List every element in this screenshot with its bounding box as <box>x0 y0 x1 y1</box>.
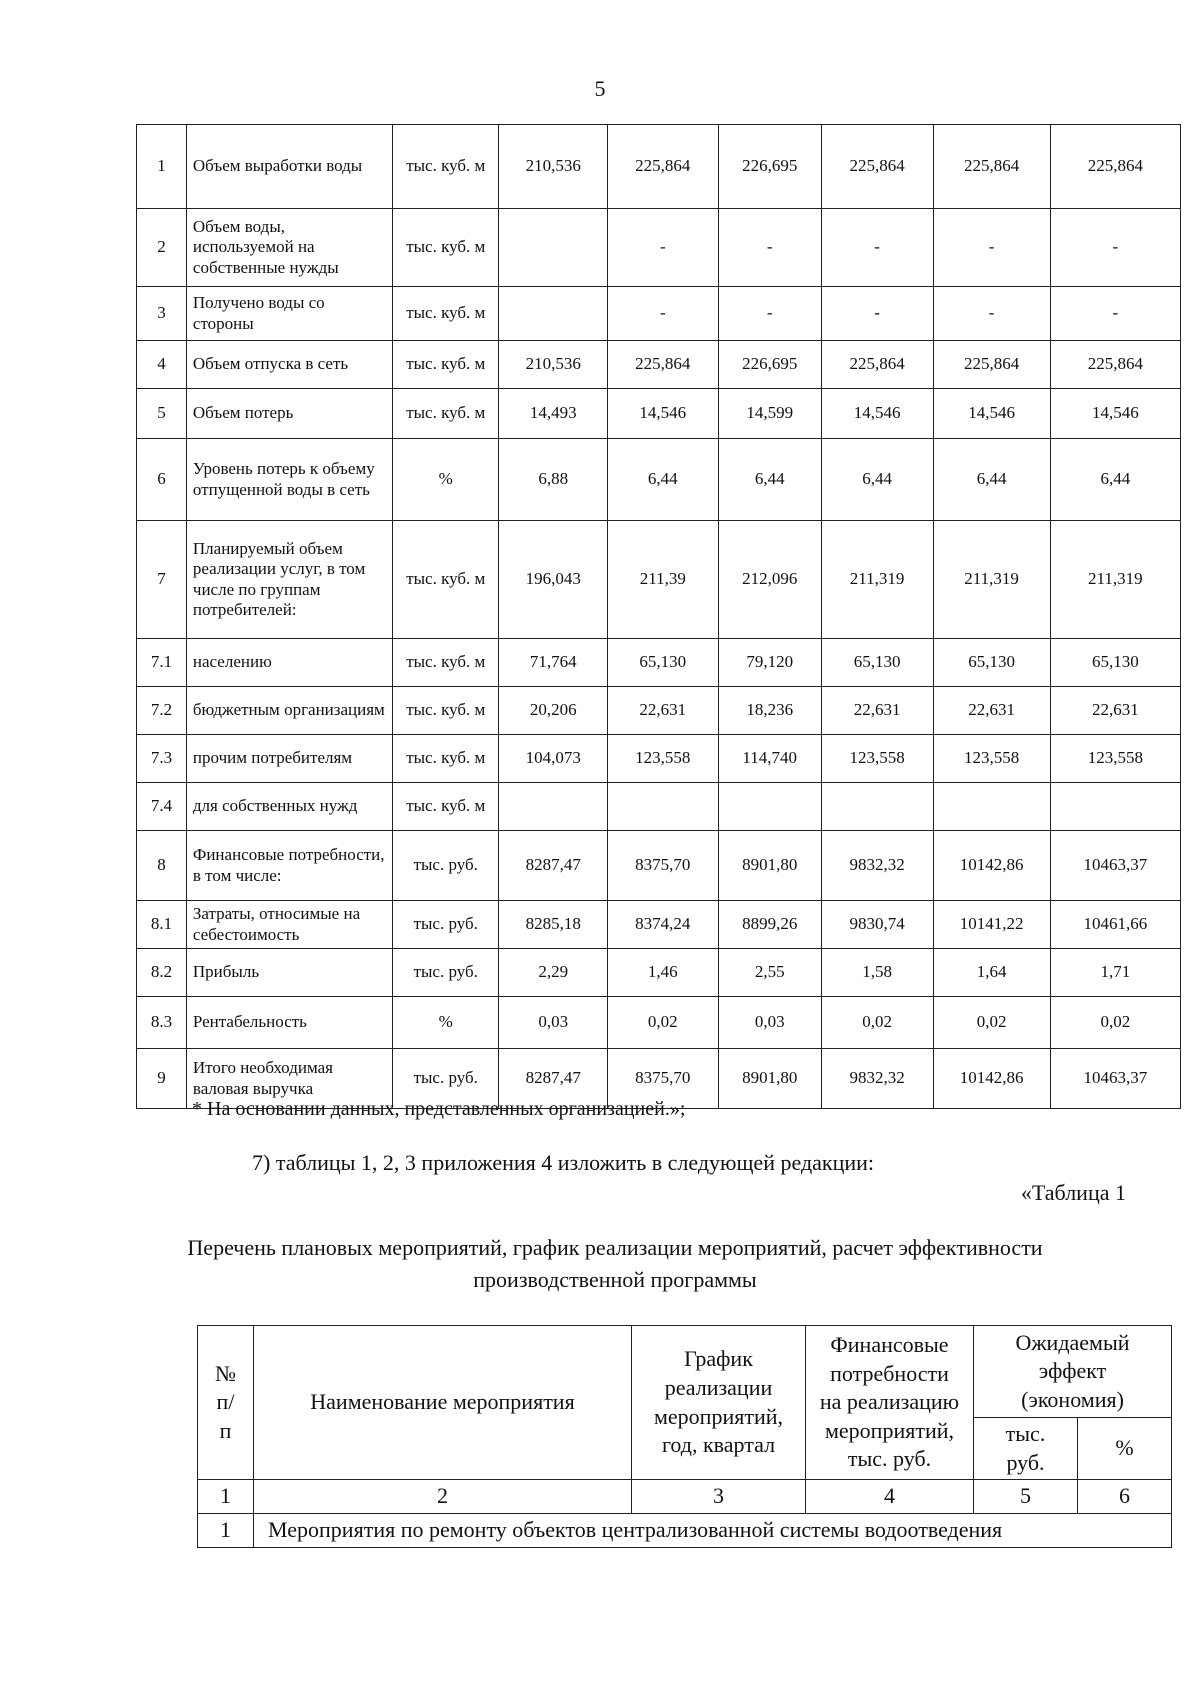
row-number: 5 <box>137 389 187 439</box>
row-value: 10141,22 <box>933 901 1050 949</box>
row-unit: тыс. куб. м <box>393 389 499 439</box>
row-unit: тыс. куб. м <box>393 341 499 389</box>
row-number: 1 <box>137 125 187 209</box>
row-value <box>499 209 608 287</box>
row-name: Объем воды, используемой на собственные нужды <box>186 209 392 287</box>
row-value: 9832,32 <box>821 1049 933 1109</box>
header-num: № п/ п <box>198 1326 254 1480</box>
row-value <box>1050 783 1180 831</box>
row-name: Объем отпуска в сеть <box>186 341 392 389</box>
row-number: 7.2 <box>137 687 187 735</box>
header-schedule: График реализации мероприятий, год, квартал <box>632 1326 806 1480</box>
row-value: 14,546 <box>1050 389 1180 439</box>
header-measure-name: Наименование мероприятия <box>254 1326 632 1480</box>
row-name: Прибыль <box>186 949 392 997</box>
row-value: 226,695 <box>718 341 821 389</box>
row-value: 225,864 <box>821 341 933 389</box>
row-value: 0,02 <box>933 997 1050 1049</box>
row-name: Финансовые потребности, в том числе: <box>186 831 392 901</box>
row-value: 104,073 <box>499 735 608 783</box>
row-value: 1,46 <box>607 949 718 997</box>
row-value: 114,740 <box>718 735 821 783</box>
row-number: 8.2 <box>137 949 187 997</box>
table-row <box>137 783 1181 831</box>
production-program-table-body <box>137 125 1181 1109</box>
row-value: - <box>607 209 718 287</box>
row-value: 6,44 <box>607 439 718 521</box>
row-value: 10463,37 <box>1050 1049 1180 1109</box>
row-unit: тыс. руб. <box>393 949 499 997</box>
row-value: 14,546 <box>933 389 1050 439</box>
row-number: 7.4 <box>137 783 187 831</box>
row-number: 2 <box>137 209 187 287</box>
row-value: 22,631 <box>607 687 718 735</box>
row-value: 225,864 <box>607 125 718 209</box>
row-unit: % <box>393 439 499 521</box>
row-value: 65,130 <box>1050 639 1180 687</box>
row-value: 6,44 <box>821 439 933 521</box>
row-value: 8374,24 <box>607 901 718 949</box>
row-value: 65,130 <box>933 639 1050 687</box>
row-unit: тыс. куб. м <box>393 639 499 687</box>
header-finance: Финансовые потребности на реализацию мероприятий, тыс. руб. <box>806 1326 974 1480</box>
row-value: 210,536 <box>499 341 608 389</box>
row-value: 71,764 <box>499 639 608 687</box>
row-value <box>607 783 718 831</box>
row-value: 18,236 <box>718 687 821 735</box>
row-number: 7.3 <box>137 735 187 783</box>
row-value <box>821 783 933 831</box>
row-value: - <box>821 287 933 341</box>
section-row-num: 1 <box>198 1514 254 1548</box>
col-number-3: 3 <box>632 1480 806 1514</box>
row-unit: тыс. руб. <box>393 901 499 949</box>
row-value: 226,695 <box>718 125 821 209</box>
row-value: 79,120 <box>718 639 821 687</box>
row-value: 10142,86 <box>933 1049 1050 1109</box>
row-value: 196,043 <box>499 521 608 639</box>
row-value: 8287,47 <box>499 1049 608 1109</box>
row-value: 211,39 <box>607 521 718 639</box>
row-value: 14,546 <box>821 389 933 439</box>
table-row <box>137 831 1181 901</box>
row-value: 6,44 <box>1050 439 1180 521</box>
table-row <box>137 125 1181 209</box>
row-value: 211,319 <box>933 521 1050 639</box>
row-value: 212,096 <box>718 521 821 639</box>
row-value: 65,130 <box>607 639 718 687</box>
row-value: 10463,37 <box>1050 831 1180 901</box>
col-number-4: 4 <box>806 1480 974 1514</box>
table-row <box>137 639 1181 687</box>
row-value: 8901,80 <box>718 831 821 901</box>
table-row <box>137 949 1181 997</box>
row-value: 211,319 <box>1050 521 1180 639</box>
row-value: 14,493 <box>499 389 608 439</box>
row-unit: тыс. куб. м <box>393 287 499 341</box>
row-number: 4 <box>137 341 187 389</box>
row-value: 14,546 <box>607 389 718 439</box>
row-value <box>499 783 608 831</box>
row-name: Объем потерь <box>186 389 392 439</box>
row-value: 225,864 <box>607 341 718 389</box>
row-value: 2,29 <box>499 949 608 997</box>
row-value: - <box>1050 287 1180 341</box>
row-value <box>499 287 608 341</box>
row-name: Затраты, относимые на себестоимость <box>186 901 392 949</box>
row-unit: тыс. куб. м <box>393 735 499 783</box>
row-value: 8375,70 <box>607 831 718 901</box>
row-number: 7.1 <box>137 639 187 687</box>
row-value: 8375,70 <box>607 1049 718 1109</box>
footnote: * На основании данных, представленных организацией.»; <box>192 1098 686 1120</box>
page-number: 5 <box>594 76 606 101</box>
col-number-5: 5 <box>974 1480 1078 1514</box>
row-unit: тыс. куб. м <box>393 521 499 639</box>
table-row <box>137 209 1181 287</box>
row-number: 8.1 <box>137 901 187 949</box>
row-value: 123,558 <box>821 735 933 783</box>
row-name: Объем выработки воды <box>186 125 392 209</box>
row-value: 225,864 <box>933 341 1050 389</box>
col-number-2: 2 <box>254 1480 632 1514</box>
row-value: 8285,18 <box>499 901 608 949</box>
row-value: 0,02 <box>821 997 933 1049</box>
instruction-text: 7) таблицы 1, 2, 3 приложения 4 изложить в следующей редакции: <box>252 1150 875 1175</box>
row-unit: тыс. куб. м <box>393 783 499 831</box>
row-unit: тыс. руб. <box>393 831 499 901</box>
row-value: 1,71 <box>1050 949 1180 997</box>
col-number-6: 6 <box>1078 1480 1172 1514</box>
row-value: 0,02 <box>1050 997 1180 1049</box>
table-row <box>137 997 1181 1049</box>
row-value: 14,599 <box>718 389 821 439</box>
row-value: 123,558 <box>1050 735 1180 783</box>
row-value: 9832,32 <box>821 831 933 901</box>
row-value: 9830,74 <box>821 901 933 949</box>
header-effect-percent: % <box>1078 1418 1172 1480</box>
row-value: 20,206 <box>499 687 608 735</box>
row-value: 225,864 <box>821 125 933 209</box>
table-row <box>137 687 1181 735</box>
row-value: - <box>933 209 1050 287</box>
row-value: 211,319 <box>821 521 933 639</box>
row-value: 1,58 <box>821 949 933 997</box>
row-value: 6,44 <box>933 439 1050 521</box>
row-number: 8 <box>137 831 187 901</box>
row-value: 2,55 <box>718 949 821 997</box>
production-program-table <box>136 124 1181 1109</box>
row-value: 225,864 <box>1050 125 1180 209</box>
table-row <box>137 287 1181 341</box>
header-effect-rub: тыс. руб. <box>974 1418 1078 1480</box>
table-label: «Таблица 1 <box>1020 1180 1126 1205</box>
row-name: Уровень потерь к объему отпущенной воды в сеть <box>186 439 392 521</box>
planned-measures-table <box>197 1325 1172 1548</box>
header-expected-effect: Ожидаемый эффект (экономия) <box>974 1326 1172 1418</box>
row-name: населению <box>186 639 392 687</box>
table-row <box>137 521 1181 639</box>
row-unit: тыс. куб. м <box>393 209 499 287</box>
row-value: 210,536 <box>499 125 608 209</box>
row-number: 3 <box>137 287 187 341</box>
row-value: 225,864 <box>933 125 1050 209</box>
row-value: 123,558 <box>933 735 1050 783</box>
row-name: Итого необходимая валовая выручка <box>186 1049 392 1109</box>
row-name: Планируемый объем реализации услуг, в том числе по группам потребителей: <box>186 521 392 639</box>
row-value: 22,631 <box>1050 687 1180 735</box>
table-row <box>137 735 1181 783</box>
row-value: 8899,26 <box>718 901 821 949</box>
row-value: 8287,47 <box>499 831 608 901</box>
row-value: 65,130 <box>821 639 933 687</box>
row-value: 6,44 <box>718 439 821 521</box>
table-heading: Перечень плановых мероприятий, график реализации мероприятий, расчет эффективности производственной программы <box>187 1235 1043 1292</box>
table-row <box>137 439 1181 521</box>
row-value: 8901,80 <box>718 1049 821 1109</box>
row-value: 22,631 <box>821 687 933 735</box>
row-value <box>933 783 1050 831</box>
row-value: 6,88 <box>499 439 608 521</box>
row-name: Получено воды со стороны <box>186 287 392 341</box>
row-value: - <box>718 287 821 341</box>
row-value: - <box>1050 209 1180 287</box>
row-value: 0,02 <box>607 997 718 1049</box>
row-value: 123,558 <box>607 735 718 783</box>
row-value <box>718 783 821 831</box>
row-unit: тыс. руб. <box>393 1049 499 1109</box>
row-number: 9 <box>137 1049 187 1109</box>
row-number: 7 <box>137 521 187 639</box>
row-value: - <box>821 209 933 287</box>
row-unit: тыс. куб. м <box>393 687 499 735</box>
row-name: бюджетным организациям <box>186 687 392 735</box>
row-value: 1,64 <box>933 949 1050 997</box>
row-number: 8.3 <box>137 997 187 1049</box>
row-unit: тыс. куб. м <box>393 125 499 209</box>
table-row <box>137 901 1181 949</box>
row-value: - <box>607 287 718 341</box>
row-value: 0,03 <box>499 997 608 1049</box>
row-value: 22,631 <box>933 687 1050 735</box>
row-value: 225,864 <box>1050 341 1180 389</box>
row-value: 10461,66 <box>1050 901 1180 949</box>
row-value: - <box>933 287 1050 341</box>
section-row-title: Мероприятия по ремонту объектов централизованной системы водоотведения <box>254 1514 1172 1548</box>
row-name: прочим потребителям <box>186 735 392 783</box>
row-unit: % <box>393 997 499 1049</box>
table-row <box>137 341 1181 389</box>
row-name: Рентабельность <box>186 997 392 1049</box>
table-row <box>137 389 1181 439</box>
row-name: для собственных нужд <box>186 783 392 831</box>
row-value: - <box>718 209 821 287</box>
row-value: 0,03 <box>718 997 821 1049</box>
row-value: 10142,86 <box>933 831 1050 901</box>
col-number-1: 1 <box>198 1480 254 1514</box>
row-number: 6 <box>137 439 187 521</box>
